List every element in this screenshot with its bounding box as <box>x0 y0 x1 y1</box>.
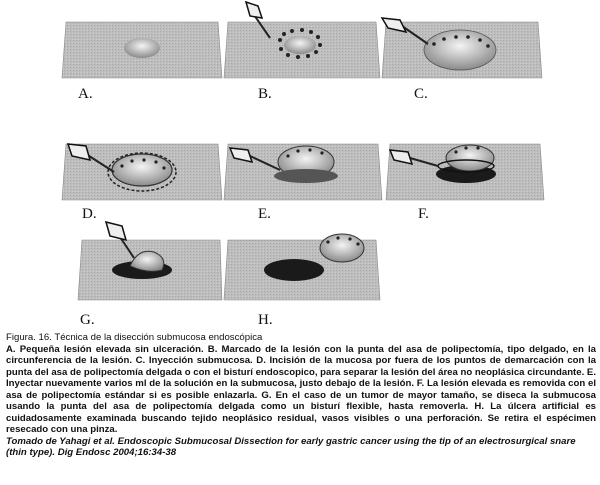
panel-e-label: E. <box>258 206 271 222</box>
panel-g-label: G. <box>80 312 95 328</box>
panel-b-label: B. <box>258 86 272 102</box>
panel-c <box>380 10 545 110</box>
elevated-lesion <box>284 36 316 54</box>
panel-h-illustration <box>222 228 387 333</box>
resected-specimen <box>320 234 364 262</box>
resected-lesion <box>446 145 494 171</box>
panel-e <box>222 132 384 232</box>
panel-d-label: D. <box>82 206 97 222</box>
incised-lesion <box>112 154 172 186</box>
panel-f-illustration <box>384 132 546 232</box>
artificial-ulcer <box>264 259 324 281</box>
submucosal-layer <box>274 169 338 183</box>
caption-title: Figura. 16. Técnica de la disección submucosa endoscópica <box>6 332 263 343</box>
panel-g <box>58 218 223 333</box>
panel-h-label: H. <box>258 312 273 328</box>
elevated-lesion <box>124 38 160 58</box>
panel-a-label: A. <box>78 86 93 102</box>
panel-b-illustration <box>222 0 382 110</box>
panel-f <box>384 132 546 232</box>
panel-d <box>58 132 223 232</box>
panel-e-illustration <box>222 132 384 232</box>
panel-c-illustration <box>380 10 545 110</box>
injected-lesion <box>424 30 496 70</box>
caption-body: A. Pequeña lesión elevada sin ulceración. B. Marcado de la lesión con la punta del asa de polipectomía, tipo delgado, en la circunferencia de la lesión. C. Inyección submucosa. D. Incisión de la mucosa por fuera de los puntos de demarcación con la punta del asa de polipectomía delgada o con el bisturí endoscopico, para separar la lesión del área no neoplásica circundante. E. Inyectar nuevamente varios ml de la solución en la submucosa, justo debajo de la lesión. F. La lesión elevada es removida con el asa de polipectomía estándar si es posible enlazarla. G. En el caso de un tumor de mayor tamaño, se diseca la submucosa usando la punta del asa de polipectomía delgada como un bisturí flexible, hasta removerla. H. La úlcera artificial es cuidadosamente examinada buscando tejido neoplásico residual, vasos visibles o una perforación. Se retira el espécimen resecado con una pinza. <box>6 343 596 435</box>
panel-c-label: C. <box>414 86 428 102</box>
figure-caption <box>6 332 596 459</box>
caption-source: Tomado de Yahagi et al. Endoscopic Submucosal Dissection for early gastric cancer using the tip of an electrosurgical snare (thin type). Dig Endosc 2004;16:34-38 <box>6 435 576 458</box>
panel-a <box>58 10 223 110</box>
panel-b <box>222 0 382 110</box>
panel-h <box>222 228 387 333</box>
panel-f-label: F. <box>418 206 429 222</box>
